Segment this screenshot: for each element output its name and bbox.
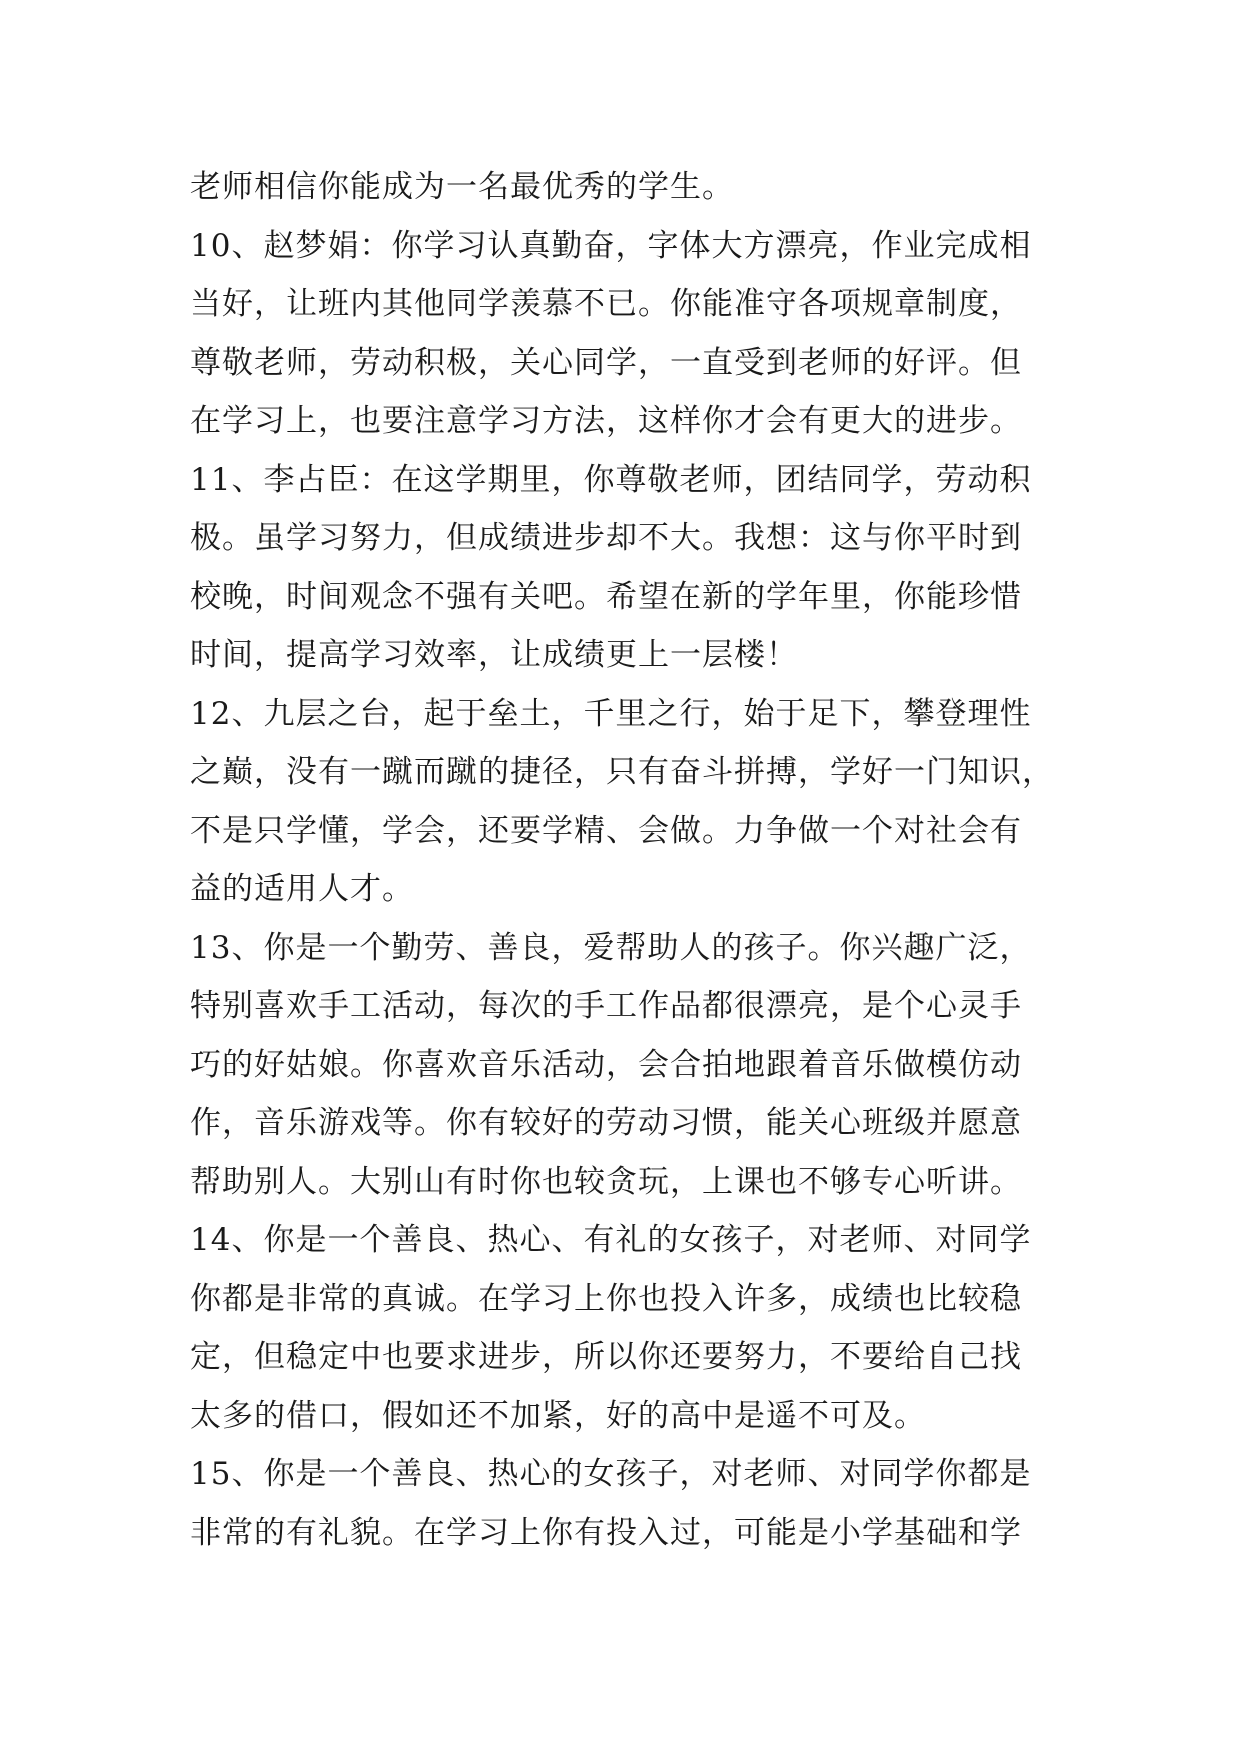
- text-line: 在学习上，也要注意学习方法，这样你才会有更大的进步。: [190, 403, 1022, 439]
- text-line: 15、你是一个善良、热心的女孩子，对老师、对同学你都是: [190, 1456, 1032, 1492]
- text-line: 定，但稳定中也要求进步，所以你还要努力，不要给自己找: [190, 1339, 1022, 1375]
- text-line: 校晚，时间观念不强有关吧。希望在新的学年里，你能珍惜: [190, 578, 1022, 615]
- text-line: 你都是非常的真诚。在学习上你也投入许多，成绩也比较稳: [190, 1280, 1022, 1317]
- text-line: 巧的好姑娘。你喜欢音乐活动，会合拍地跟着音乐做模仿动: [190, 1046, 1022, 1083]
- text-line: 太多的借口，假如还不加紧，好的高中是遥不可及。: [190, 1397, 926, 1434]
- text-line: 特别喜欢手工活动，每次的手工作品都很漂亮，是个心灵手: [190, 988, 1022, 1024]
- text-line: 10、赵梦娟：你学习认真勤奋，字体大方漂亮，作业完成相: [190, 227, 1032, 264]
- text-line: 不是只学懂，学会，还要学精、会做。力争做一个对社会有: [190, 812, 1022, 849]
- text-line: 当好，让班内其他同学羡慕不已。你能准守各项规章制度，: [190, 286, 1022, 322]
- text-line: 作，音乐游戏等。你有较好的劳动习惯，能关心班级并愿意: [190, 1105, 1022, 1141]
- text-line: 尊敬老师，劳动积极，关心同学，一直受到老师的好评。但: [190, 344, 1022, 381]
- text-line: 12、九层之台，起于垒土，千里之行，始于足下，攀登理性: [190, 695, 1032, 732]
- text-line: 极。虽学习努力，但成绩进步却不大。我想：这与你平时到: [190, 520, 1022, 556]
- text-line: 14、你是一个善良、热心、有礼的女孩子，对老师、对同学: [190, 1222, 1032, 1258]
- text-line: 帮助别人。大别山有时你也较贪玩，上课也不够专心听讲。: [190, 1163, 1022, 1200]
- text-line: 之巅，没有一蹴而蹴的捷径，只有奋斗拼搏，学好一门知识，: [190, 754, 1054, 790]
- text-line: 非常的有礼貌。在学习上你有投入过，可能是小学基础和学: [190, 1514, 1022, 1551]
- text-line: 时间，提高学习效率，让成绩更上一层楼！: [190, 637, 798, 673]
- text-line: 11、李占臣：在这学期里，你尊敬老师，团结同学，劳动积: [190, 461, 1032, 498]
- text-line: 13、你是一个勤劳、善良，爱帮助人的孩子。你兴趣广泛，: [190, 929, 1032, 966]
- text-line: 益的适用人才。: [190, 871, 414, 907]
- text-line: 老师相信你能成为一名最优秀的学生。: [190, 169, 734, 205]
- document-body: [190, 158, 1070, 1562]
